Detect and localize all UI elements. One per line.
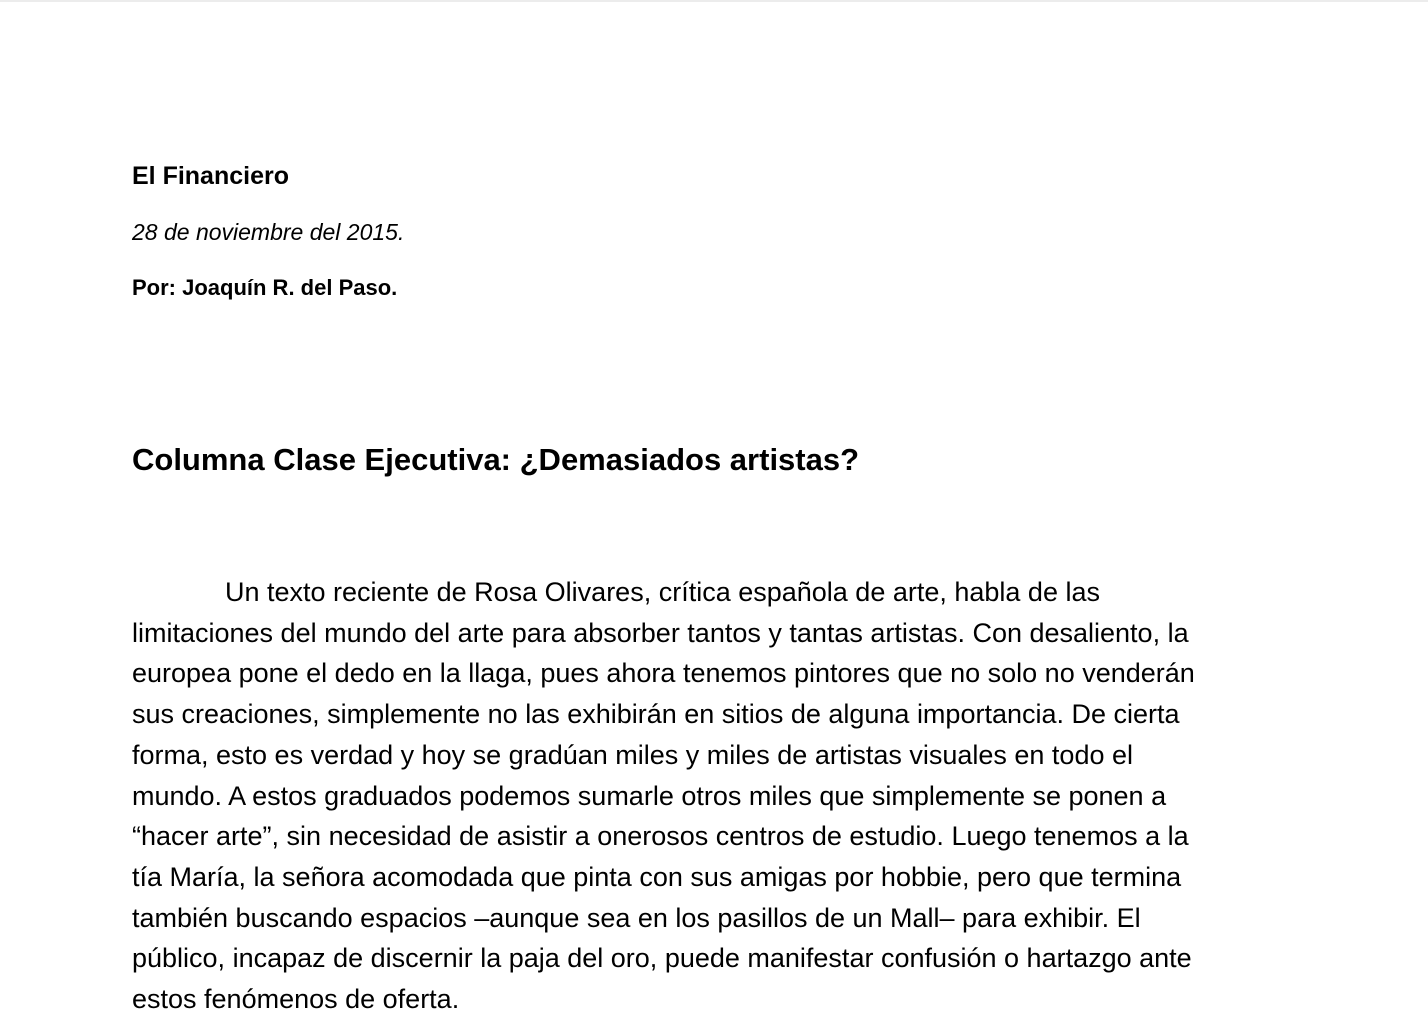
article-title: Columna Clase Ejecutiva: ¿Demasiados artistas? <box>132 442 860 477</box>
body-line: Un texto reciente de Rosa Olivares, crítica española de arte, habla de las <box>225 577 1100 607</box>
body-line: europea pone el dedo en la llaga, pues ahora tenemos pintores que no solo no venderán <box>132 658 1195 689</box>
author-byline: Por: Joaquín R. del Paso. <box>132 275 398 300</box>
publication-name: El Financiero <box>132 162 289 190</box>
body-line: público, incapaz de discernir la paja del oro, puede manifestar confusión o hartazgo ante <box>132 943 1192 974</box>
body-line: tía María, la señora acomodada que pinta con sus amigas por hobbie, pero que termina <box>132 861 1182 892</box>
body-line: limitaciones del mundo del arte para absorber tantos y tantas artistas. Con desaliento, la <box>132 617 1189 648</box>
body-line: mundo. A estos graduados podemos sumarle otros miles que simplemente se ponen a <box>132 780 1167 811</box>
article-body <box>132 572 1282 1020</box>
body-line: estos fenómenos de oferta. <box>132 984 460 1015</box>
publication-date: 28 de noviembre del 2015. <box>132 219 405 245</box>
body-line: “hacer arte”, sin necesidad de asistir a onerosos centros de estudio. Luego tenemos a la <box>132 821 1189 852</box>
body-line: forma, esto es verdad y hoy se gradúan miles y miles de artistas visuales en todo el <box>132 739 1133 770</box>
body-line: sus creaciones, simplemente no las exhibirán en sitios de alguna importancia. De cierta <box>132 699 1180 730</box>
page-top-edge <box>0 0 1428 2</box>
body-line: también buscando espacios –aunque sea en los pasillos de un Mall– para exhibir. El <box>132 902 1141 933</box>
